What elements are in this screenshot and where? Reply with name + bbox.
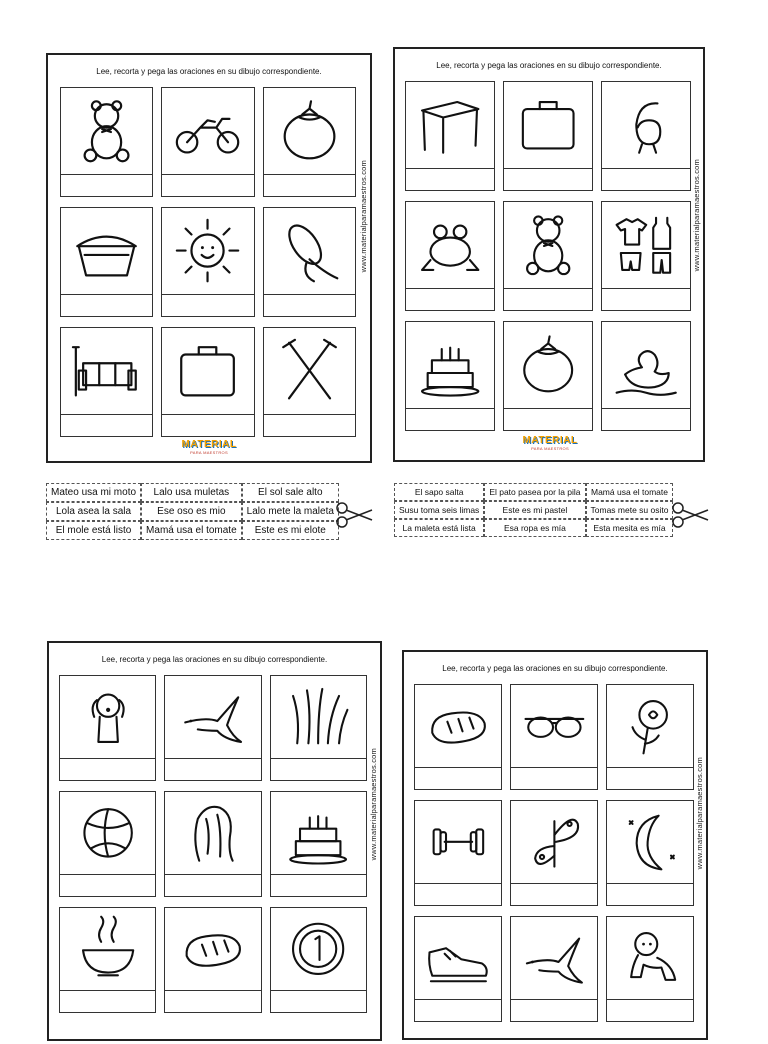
- picture-cell: [601, 201, 691, 311]
- website-label: www.materialparamaestros.com: [359, 160, 368, 273]
- paste-slot[interactable]: [415, 767, 501, 789]
- paste-slot[interactable]: [415, 883, 501, 905]
- paste-slot[interactable]: [504, 288, 592, 310]
- picture-cell: [164, 907, 261, 1013]
- picture-cell: [503, 201, 593, 311]
- sentence-card[interactable]: Lola asea la sala: [46, 502, 141, 521]
- paste-slot[interactable]: [165, 874, 260, 896]
- moon-icon: [607, 801, 693, 883]
- logo: [515, 431, 585, 455]
- picture-cell: [161, 87, 254, 197]
- picture-cell: [405, 201, 495, 311]
- sentence-strip-1: [46, 483, 339, 540]
- picture-cell: [270, 907, 367, 1013]
- picture-cell: [510, 916, 598, 1022]
- picture-cell: [606, 916, 694, 1022]
- paste-slot[interactable]: [61, 174, 152, 196]
- paste-slot[interactable]: [607, 767, 693, 789]
- dog-icon: [60, 676, 155, 758]
- sentence-card[interactable]: Lalo mete la maleta: [242, 502, 339, 521]
- paste-slot[interactable]: [60, 874, 155, 896]
- grass-icon: [271, 676, 366, 758]
- picture-cell: [405, 321, 495, 431]
- logo-main: MATERIAL: [181, 439, 237, 450]
- sentence-card[interactable]: Susu toma seis limas: [394, 501, 484, 519]
- picture-cell: [503, 321, 593, 431]
- picture-cell: [414, 916, 502, 1022]
- instruction-title: Lee, recorta y pega las oraciones en su dibujo correspondiente.: [436, 61, 662, 70]
- sentence-card[interactable]: Lalo usa muletas: [141, 483, 242, 502]
- motorcycle-icon: [162, 88, 253, 174]
- logo-main: MATERIAL: [522, 435, 578, 446]
- picture-cell: [60, 87, 153, 197]
- ball-icon: [60, 792, 155, 874]
- picture-cell: [606, 800, 694, 906]
- sentence-card[interactable]: La maleta está lista: [394, 519, 484, 537]
- picture-cell: [263, 207, 356, 317]
- butterfly-icon: [511, 801, 597, 883]
- picture-cell: [414, 800, 502, 906]
- paste-slot[interactable]: [504, 168, 592, 190]
- website-label: www.materialparamaestros.com: [369, 748, 378, 861]
- paste-slot[interactable]: [406, 408, 494, 430]
- scissors-icon: [670, 500, 710, 530]
- paste-slot[interactable]: [165, 758, 260, 780]
- instruction-title: Lee, recorta y pega las oraciones en su dibujo correspondiente.: [96, 67, 322, 76]
- picture-cell: [59, 907, 156, 1013]
- worksheet-3: [47, 641, 382, 1041]
- sentence-card[interactable]: Esta mesita es mía: [586, 519, 674, 537]
- paste-slot[interactable]: [504, 408, 592, 430]
- paste-slot[interactable]: [61, 294, 152, 316]
- picture-grid: [405, 81, 691, 431]
- scissors-icon: [334, 500, 374, 530]
- picture-cell: [60, 327, 153, 437]
- website-label: www.materialparamaestros.com: [692, 159, 701, 272]
- picture-cell: [60, 207, 153, 317]
- rose-icon: [607, 685, 693, 767]
- paste-slot[interactable]: [271, 758, 366, 780]
- sentence-card[interactable]: Esa ropa es mía: [484, 519, 585, 537]
- paste-slot[interactable]: [415, 999, 501, 1021]
- paste-slot[interactable]: [162, 294, 253, 316]
- paste-slot[interactable]: [602, 288, 690, 310]
- worksheet-4: [402, 650, 708, 1040]
- picture-cell: [161, 207, 254, 317]
- paste-slot[interactable]: [60, 758, 155, 780]
- sneaker-icon: [415, 917, 501, 999]
- sofa-icon: [61, 328, 152, 414]
- teddy-bear-icon: [504, 202, 592, 288]
- suitcase-icon: [162, 328, 253, 414]
- sentence-card[interactable]: Tomas mete su osito: [586, 501, 674, 519]
- website-label: www.materialparamaestros.com: [695, 757, 704, 870]
- picture-grid: [414, 684, 694, 1044]
- logo-sub: PARA MAESTROS: [190, 450, 228, 455]
- sentence-card[interactable]: Mamá usa el tomate: [141, 521, 242, 540]
- sentence-card[interactable]: El pato pasea por la pila: [484, 483, 585, 501]
- sentence-card[interactable]: Mamá usa el tomate: [586, 483, 674, 501]
- dumbbell-icon: [415, 801, 501, 883]
- picture-cell: [414, 684, 502, 790]
- picture-cell: [270, 791, 367, 897]
- duck-icon: [602, 322, 690, 408]
- tomato-icon: [264, 88, 355, 174]
- paste-slot[interactable]: [511, 767, 597, 789]
- sentence-card[interactable]: El sol sale alto: [242, 483, 339, 502]
- picture-grid: [59, 675, 367, 1035]
- paste-slot[interactable]: [511, 999, 597, 1021]
- picture-cell: [263, 327, 356, 437]
- bread-icon: [415, 685, 501, 767]
- worksheet-1: [46, 53, 372, 463]
- dove-icon: [165, 676, 260, 758]
- picture-cell: [59, 791, 156, 897]
- sunglasses-icon: [511, 685, 597, 767]
- paste-slot[interactable]: [60, 990, 155, 1012]
- picture-cell: [270, 675, 367, 781]
- picture-cell: [161, 327, 254, 437]
- picture-cell: [601, 321, 691, 431]
- cake-icon: [406, 322, 494, 408]
- instruction-title: Lee, recorta y pega las oraciones en su dibujo correspondiente.: [442, 664, 668, 673]
- suitcase-icon: [504, 82, 592, 168]
- sentence-card[interactable]: El mole está listo: [46, 521, 141, 540]
- paste-slot[interactable]: [162, 174, 253, 196]
- paste-slot[interactable]: [264, 294, 355, 316]
- picture-grid: [60, 87, 356, 429]
- picture-cell: [510, 684, 598, 790]
- picture-cell: [510, 800, 598, 906]
- paste-slot[interactable]: [165, 990, 260, 1012]
- paste-slot[interactable]: [61, 414, 152, 436]
- crutches-icon: [264, 328, 355, 414]
- instruction-title: Lee, recorta y pega las oraciones en su dibujo correspondiente.: [101, 655, 328, 664]
- sun-icon: [162, 208, 253, 294]
- paste-slot[interactable]: [162, 414, 253, 436]
- sentence-card[interactable]: El sapo salta: [394, 483, 484, 501]
- paste-slot[interactable]: [264, 174, 355, 196]
- picture-cell: [405, 81, 495, 191]
- coin-icon: [271, 908, 366, 990]
- picture-cell: [606, 684, 694, 790]
- paste-slot[interactable]: [511, 883, 597, 905]
- picture-cell: [59, 675, 156, 781]
- number-six-icon: [602, 82, 690, 168]
- sentence-strip-2: [394, 483, 673, 537]
- cake-icon: [271, 792, 366, 874]
- pie-icon: [61, 208, 152, 294]
- paste-slot[interactable]: [607, 883, 693, 905]
- sentence-card[interactable]: Este es mi elote: [242, 521, 339, 540]
- frog-icon: [406, 202, 494, 288]
- sentence-card[interactable]: Este es mi pastel: [484, 501, 585, 519]
- bread-icon: [165, 908, 260, 990]
- picture-cell: [164, 675, 261, 781]
- paste-slot[interactable]: [271, 874, 366, 896]
- teddy-bear-icon: [61, 88, 152, 174]
- picture-cell: [263, 87, 356, 197]
- paste-slot[interactable]: [602, 408, 690, 430]
- paste-slot[interactable]: [264, 414, 355, 436]
- worksheet-2: [393, 47, 705, 462]
- baby-icon: [607, 917, 693, 999]
- picture-cell: [503, 81, 593, 191]
- picture-cell: [601, 81, 691, 191]
- logo: [174, 435, 244, 459]
- clothes-icon: [602, 202, 690, 288]
- table-icon: [406, 82, 494, 168]
- paste-slot[interactable]: [406, 168, 494, 190]
- sentence-card[interactable]: Mateo usa mi moto: [46, 483, 141, 502]
- paste-slot[interactable]: [607, 999, 693, 1021]
- tomato-icon: [504, 322, 592, 408]
- logo-sub: PARA MAESTROS: [531, 446, 569, 451]
- paste-slot[interactable]: [406, 288, 494, 310]
- dove-icon: [511, 917, 597, 999]
- corn-icon: [264, 208, 355, 294]
- soup-bowl-icon: [60, 908, 155, 990]
- hair-icon: [165, 792, 260, 874]
- picture-cell: [164, 791, 261, 897]
- sentence-card[interactable]: Ese oso es mio: [141, 502, 242, 521]
- paste-slot[interactable]: [602, 168, 690, 190]
- paste-slot[interactable]: [271, 990, 366, 1012]
